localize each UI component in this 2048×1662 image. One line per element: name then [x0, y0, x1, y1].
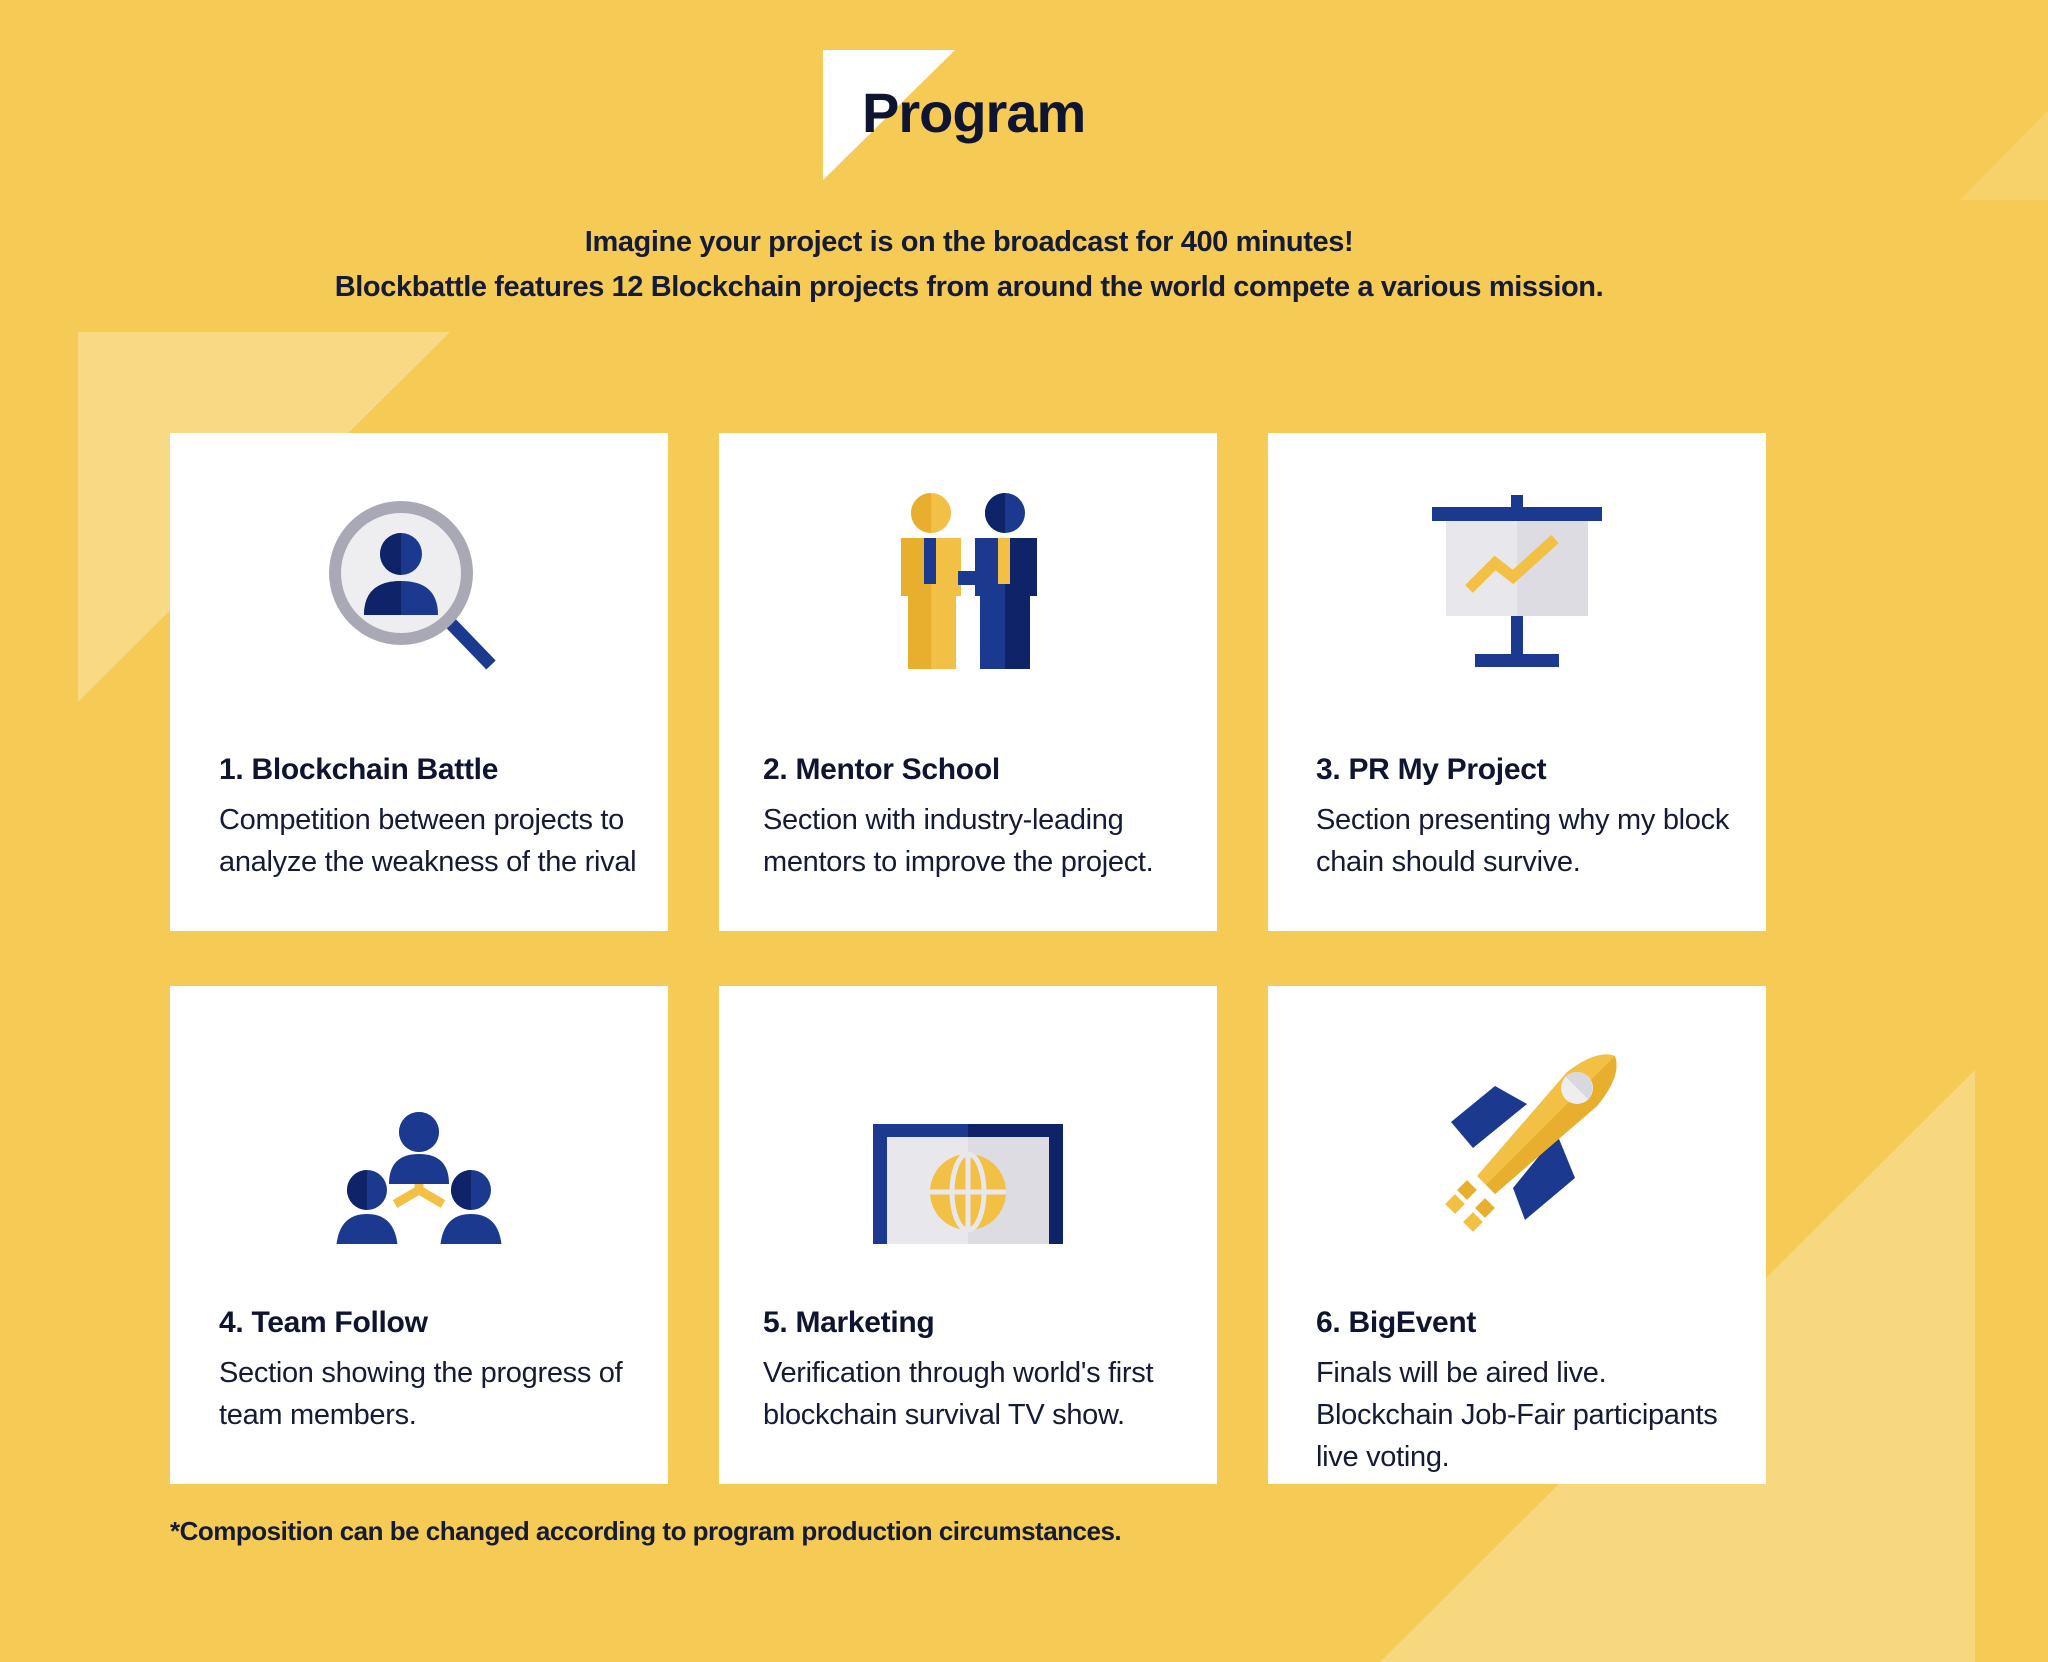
- card-description: Section showing the progress of team members.: [219, 1357, 623, 1431]
- card-title: 5. Marketing: [763, 1306, 935, 1339]
- program-card-mentor-school: [719, 433, 1217, 931]
- card-description: Competition between projects to analyze the weakness of the rival: [219, 804, 637, 878]
- rocket-icon: [1417, 1044, 1617, 1244]
- program-card-pr-my-project: [1268, 433, 1766, 931]
- page-title: Program: [862, 81, 1086, 144]
- card-title: 4. Team Follow: [219, 1306, 428, 1339]
- monitor-globe-icon: [868, 1044, 1068, 1244]
- intro-line-2: Blockbattle features 12 Blockchain projects from around the world compete a various mission.: [334, 271, 1604, 303]
- program-card-bigevent: [1268, 986, 1766, 1484]
- card-description: Finals will be aired live. Blockchain Job-Fair participants live voting.: [1316, 1357, 1718, 1473]
- magnifier-person-icon: [319, 491, 519, 691]
- mentor-people-icon: [868, 491, 1068, 691]
- program-card-team-follow: [170, 986, 668, 1484]
- footnote: *Composition can be changed according to program production circumstances.: [170, 1516, 1122, 1546]
- card-title: 2. Mentor School: [763, 753, 1000, 786]
- card-description: Verification through world's first blockchain survival TV show.: [763, 1357, 1154, 1431]
- card-description: Section with industry-leading mentors to improve the project.: [763, 804, 1154, 878]
- intro-line-1: Imagine your project is on the broadcast for 400 minutes!: [584, 226, 1354, 258]
- presentation-board-icon: [1417, 491, 1617, 691]
- program-card-marketing: [719, 986, 1217, 1484]
- card-description: Section presenting why my block chain should survive.: [1316, 804, 1730, 878]
- program-card-blockchain-battle: [170, 433, 668, 931]
- card-title: 1. Blockchain Battle: [219, 753, 499, 786]
- card-title: 3. PR My Project: [1316, 753, 1547, 786]
- team-network-icon: [319, 1044, 519, 1244]
- card-title: 6. BigEvent: [1316, 1306, 1477, 1339]
